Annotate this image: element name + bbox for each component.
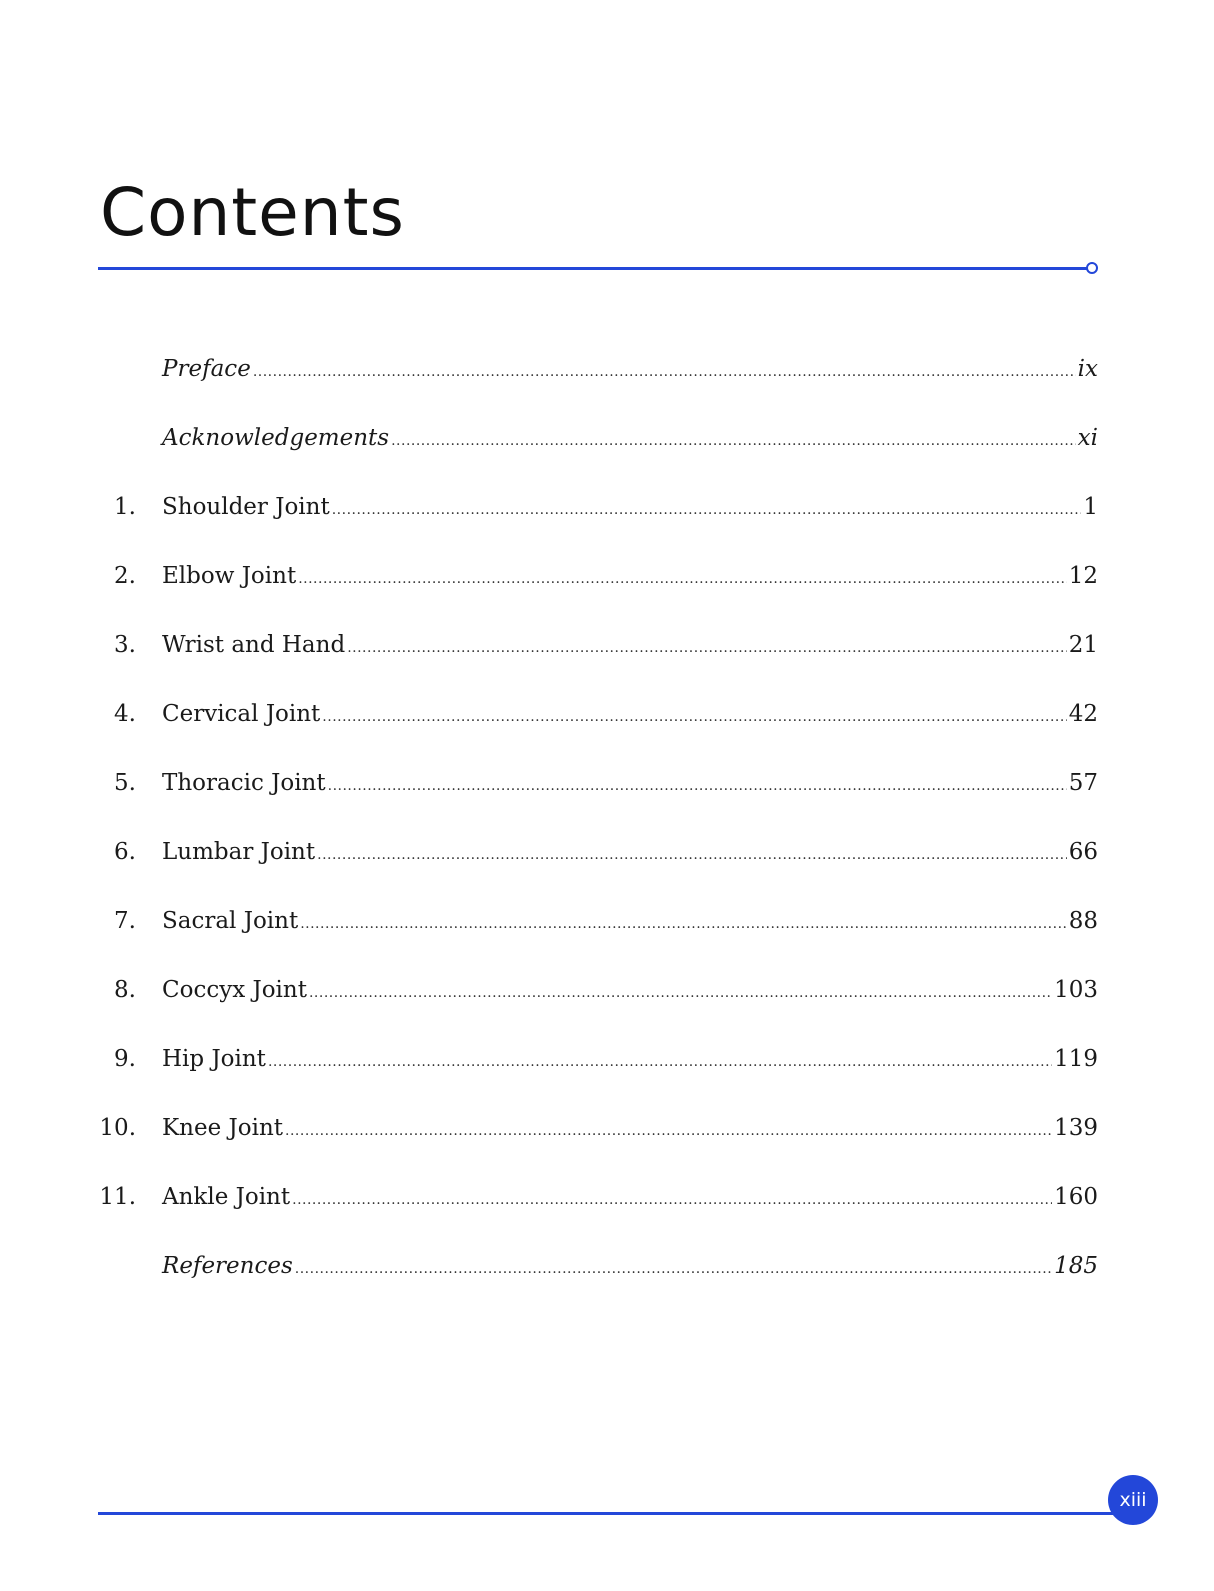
toc-entry-number: 2. (114, 563, 136, 589)
toc-entry[interactable] (98, 908, 1098, 944)
toc-entry-title: Ankle Joint (162, 1184, 291, 1210)
toc-entry-page: 1 (1083, 494, 1098, 520)
toc-dot-leader (309, 985, 1052, 1001)
toc-entry-page: 88 (1068, 908, 1098, 934)
toc-entry-number: 8. (114, 977, 136, 1003)
toc-entry-number: 1. (114, 494, 136, 520)
toc-entry-number: 11. (99, 1184, 136, 1210)
page-number-badge: xiii (1108, 1475, 1158, 1525)
toc-entry-line (162, 770, 1098, 796)
toc-entry-number: 9. (114, 1046, 136, 1072)
toc-entry[interactable] (98, 770, 1098, 806)
toc-entry-title: Preface (162, 356, 251, 382)
toc-entry-page: 57 (1068, 770, 1098, 796)
toc-entry-page: 42 (1068, 701, 1098, 727)
footer-rule (98, 1512, 1118, 1515)
toc-entry-page: 119 (1054, 1046, 1098, 1072)
toc-entry-line (162, 839, 1098, 865)
toc-entry[interactable] (98, 356, 1098, 392)
toc-entry-title: Acknowledgements (162, 425, 390, 451)
toc-entry-page: 21 (1068, 632, 1098, 658)
toc-entry[interactable] (98, 632, 1098, 668)
toc-entry-title: Coccyx Joint (162, 977, 307, 1003)
toc-entry-number: 5. (114, 770, 136, 796)
toc-entry[interactable] (98, 977, 1098, 1013)
toc-dot-leader (328, 778, 1067, 794)
toc-entry-title: Thoracic Joint (162, 770, 326, 796)
toc-entry-number: 10. (99, 1115, 136, 1141)
toc-entry[interactable] (98, 839, 1098, 875)
toc-entry[interactable] (98, 425, 1098, 461)
toc-entry-page: 12 (1068, 563, 1098, 589)
toc-entry[interactable] (98, 494, 1098, 530)
toc-entry-title: Lumbar Joint (162, 839, 316, 865)
toc-dot-leader (391, 433, 1076, 449)
toc-entry-line (162, 977, 1098, 1003)
toc-entry-page: ix (1077, 356, 1098, 382)
toc-entry-line (162, 1115, 1098, 1141)
toc-entry-line (162, 908, 1098, 934)
toc-entry-line (162, 563, 1098, 589)
toc-entry-line (162, 701, 1098, 727)
toc-entry-title: References (162, 1253, 293, 1279)
toc-dot-leader (332, 502, 1082, 518)
toc-entry-line (162, 1184, 1098, 1210)
toc-entry-page: 185 (1054, 1253, 1098, 1279)
toc-entry-number: 6. (114, 839, 136, 865)
toc-entry-title: Shoulder Joint (162, 494, 330, 520)
toc-entry-title: Hip Joint (162, 1046, 266, 1072)
toc-entry[interactable] (98, 1184, 1098, 1220)
toc-entry-title: Knee Joint (162, 1115, 284, 1141)
toc-entry[interactable] (98, 1046, 1098, 1082)
toc-entry-line (162, 356, 1098, 382)
toc-entry[interactable] (98, 1115, 1098, 1151)
toc-entry-title: Cervical Joint (162, 701, 321, 727)
toc-entry[interactable] (98, 563, 1098, 599)
toc-entry-page: 103 (1054, 977, 1098, 1003)
toc-entry-number: 4. (114, 701, 136, 727)
toc-dot-leader (317, 847, 1067, 863)
toc-entry-title: Wrist and Hand (162, 632, 346, 658)
toc-entry-page: 160 (1054, 1184, 1098, 1210)
toc-dot-leader (295, 1261, 1052, 1277)
toc-entry-title: Elbow Joint (162, 563, 297, 589)
toc-entry-line (162, 494, 1098, 520)
toc-dot-leader (285, 1123, 1052, 1139)
toc-entry[interactable] (98, 1253, 1098, 1289)
toc-entry-page: xi (1077, 425, 1098, 451)
toc-entry[interactable] (98, 701, 1098, 737)
toc-entry-line (162, 425, 1098, 451)
toc-entry-number: 3. (114, 632, 136, 658)
toc-dot-leader (347, 640, 1067, 656)
toc-entry-page: 139 (1054, 1115, 1098, 1141)
toc-entry-line (162, 1046, 1098, 1072)
toc-entry-title: Sacral Joint (162, 908, 299, 934)
toc-dot-leader (253, 364, 1076, 380)
toc-entry-page: 66 (1068, 839, 1098, 865)
toc-entry-line (162, 632, 1098, 658)
page-title: Contents (100, 174, 405, 251)
toc-dot-leader (292, 1192, 1052, 1208)
toc-dot-leader (300, 916, 1067, 932)
toc-dot-leader (268, 1054, 1052, 1070)
toc-entry-number: 7. (114, 908, 136, 934)
toc-dot-leader (298, 571, 1067, 587)
toc-dot-leader (322, 709, 1066, 725)
toc-entry-line (162, 1253, 1098, 1279)
